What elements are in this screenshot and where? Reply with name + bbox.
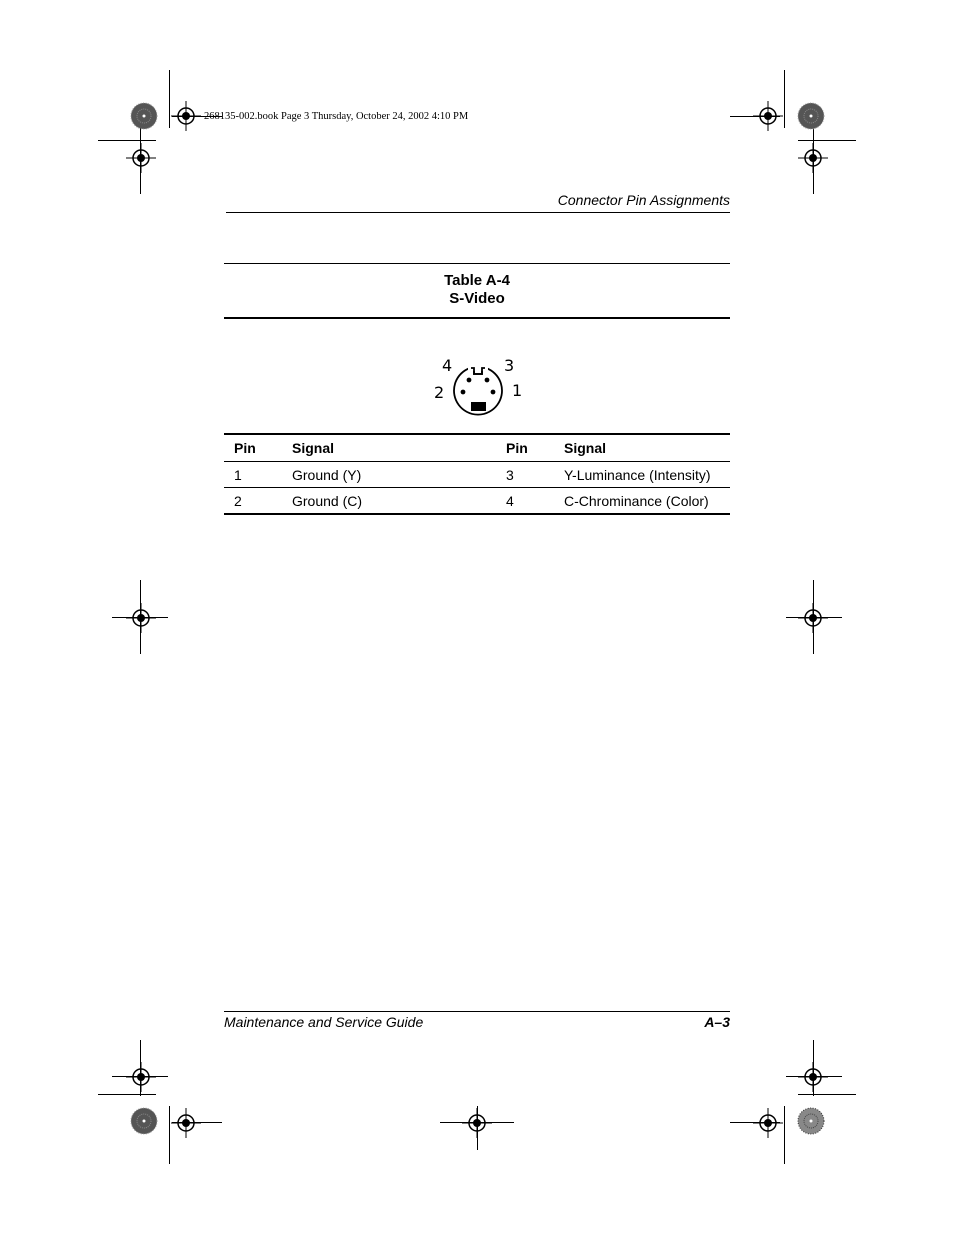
table-title: S-Video xyxy=(449,290,505,307)
print-info-line: 268135-002.book Page 3 Thursday, October 24, 2002 4:10 PM xyxy=(204,111,469,122)
pin-assignment-table xyxy=(224,433,730,515)
registration-target-icon xyxy=(171,101,201,131)
connector-pin-label-4: 4 xyxy=(442,356,453,375)
connector-pin-label-3: 3 xyxy=(504,356,515,375)
table-label: Table A-4 xyxy=(444,272,510,289)
pin-number: 2 xyxy=(224,488,282,515)
connector-pin-label-2: 2 xyxy=(434,383,445,402)
caption-bottom-rule xyxy=(224,317,730,319)
registration-target-icon xyxy=(126,1062,156,1092)
running-header-title: Connector Pin Assignments xyxy=(557,192,730,208)
column-header-pin: Pin xyxy=(224,434,282,462)
signal-name: Y-Luminance (Intensity) xyxy=(554,462,730,488)
header-rule xyxy=(226,212,730,213)
table-row xyxy=(224,462,730,488)
table-header-row xyxy=(224,434,730,462)
s-video-connector-diagram xyxy=(430,352,525,424)
pin-number: 3 xyxy=(496,462,554,488)
registration-target-icon xyxy=(126,603,156,633)
signal-name: Ground (Y) xyxy=(282,462,496,488)
pin-number: 1 xyxy=(224,462,282,488)
footer-rule xyxy=(224,1011,730,1012)
registration-target-icon xyxy=(753,101,783,131)
starburst-mark-icon xyxy=(797,1107,825,1135)
starburst-mark-icon xyxy=(130,1107,158,1135)
starburst-mark-icon xyxy=(130,102,158,130)
column-header-signal: Signal xyxy=(554,434,730,462)
caption-top-rule xyxy=(224,263,730,264)
signal-name: Ground (C) xyxy=(282,488,496,515)
registration-target-icon xyxy=(798,603,828,633)
registration-target-icon xyxy=(798,1062,828,1092)
footer-guide-title: Maintenance and Service Guide xyxy=(224,1014,424,1030)
registration-target-icon xyxy=(126,143,156,173)
registration-target-icon xyxy=(171,1108,201,1138)
column-header-pin: Pin xyxy=(496,434,554,462)
registration-target-icon xyxy=(753,1108,783,1138)
registration-target-icon xyxy=(462,1108,492,1138)
footer-page-number: A–3 xyxy=(704,1014,730,1030)
connector-pin-label-1: 1 xyxy=(512,381,523,400)
signal-name: C-Chrominance (Color) xyxy=(554,488,730,515)
table-row xyxy=(224,488,730,515)
pin-number: 4 xyxy=(496,488,554,515)
registration-target-icon xyxy=(798,143,828,173)
column-header-signal: Signal xyxy=(282,434,496,462)
starburst-mark-icon xyxy=(797,102,825,130)
